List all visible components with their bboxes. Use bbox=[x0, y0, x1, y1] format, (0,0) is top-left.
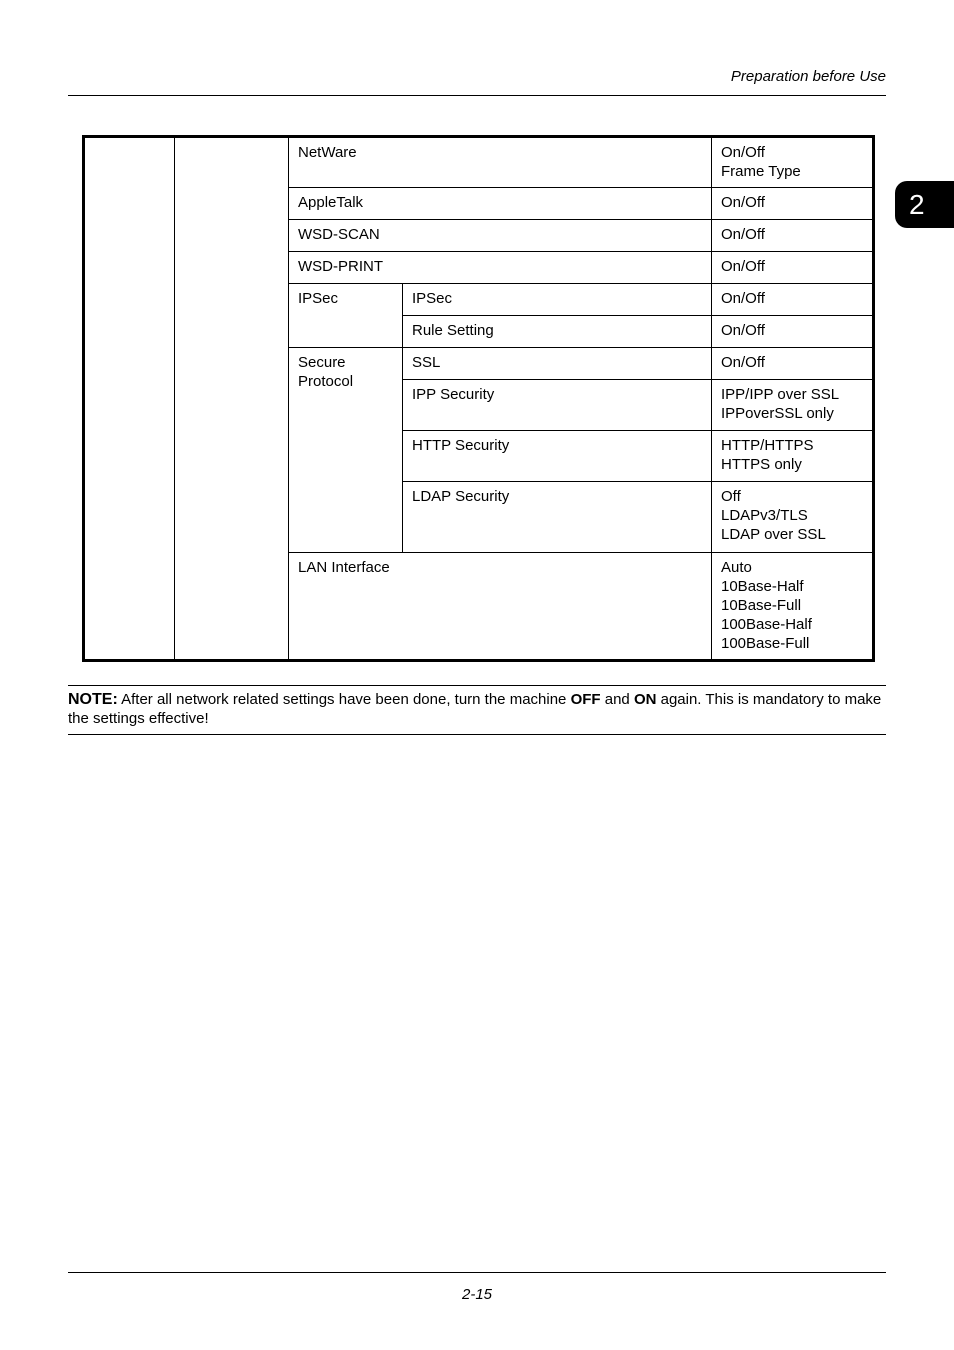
setting-label-lan-interface: LAN Interface bbox=[289, 553, 712, 661]
note-emphasis-off: OFF bbox=[570, 691, 601, 708]
setting-label-wsd-scan: WSD-SCAN bbox=[289, 220, 712, 252]
page-number: 2-15 bbox=[461, 1286, 493, 1303]
setting-values-rule-setting: On/Off bbox=[712, 316, 874, 348]
setting-values-ipp-security bbox=[712, 380, 874, 431]
note-emphasis-on: ON bbox=[633, 691, 657, 708]
setting-label-rule-setting: Rule Setting bbox=[403, 316, 712, 348]
setting-label-ipp-security: IPP Security bbox=[403, 380, 712, 431]
table-row-netware bbox=[84, 137, 874, 188]
note-label: NOTE: bbox=[68, 691, 118, 708]
value-line: HTTP/HTTPS bbox=[721, 437, 814, 454]
setting-label-wsd-print: WSD-PRINT bbox=[289, 252, 712, 284]
blank-cell-level1 bbox=[84, 137, 175, 661]
value-line: 10Base-Half bbox=[721, 578, 804, 595]
note-text: and bbox=[600, 691, 634, 708]
setting-values-ipsec: On/Off bbox=[712, 284, 874, 316]
setting-label-netware: NetWare bbox=[289, 137, 712, 188]
value-line: 100Base-Full bbox=[721, 635, 810, 652]
group-label-line: Protocol bbox=[298, 373, 354, 390]
value-line: Off bbox=[721, 488, 741, 505]
note-box bbox=[68, 685, 886, 735]
setting-label-ssl: SSL bbox=[403, 348, 712, 380]
note-text: again. This is mandatory to make the settings effective! bbox=[68, 691, 882, 727]
setting-label-appletalk: AppleTalk bbox=[289, 188, 712, 220]
setting-values-wsd-scan: On/Off bbox=[712, 220, 874, 252]
value-line: On/Off bbox=[721, 144, 765, 161]
value-line: Auto bbox=[721, 559, 752, 576]
group-label-ipsec: IPSec bbox=[289, 284, 403, 348]
setting-values-lan-interface bbox=[712, 553, 874, 661]
group-label-secure-protocol bbox=[289, 348, 403, 553]
value-line: LDAPv3/TLS bbox=[721, 507, 808, 524]
value-line: IPP/IPP over SSL bbox=[721, 386, 840, 403]
value-line: 100Base-Half bbox=[721, 616, 812, 633]
header-divider bbox=[68, 95, 886, 96]
value-line: Frame Type bbox=[721, 163, 801, 180]
setting-label-ipsec: IPSec bbox=[403, 284, 712, 316]
value-line: HTTPS only bbox=[721, 456, 802, 473]
chapter-tab: 2 bbox=[895, 181, 954, 228]
setting-values-appletalk: On/Off bbox=[712, 188, 874, 220]
setting-values-netware bbox=[712, 137, 874, 188]
setting-label-ldap-security: LDAP Security bbox=[403, 482, 712, 553]
value-line: 10Base-Full bbox=[721, 597, 802, 614]
setting-label-http-security: HTTP Security bbox=[403, 431, 712, 482]
network-settings-table bbox=[82, 135, 875, 662]
value-line: IPPoverSSL only bbox=[721, 405, 834, 422]
setting-values-ssl: On/Off bbox=[712, 348, 874, 380]
group-label-line: Secure bbox=[298, 354, 346, 371]
blank-cell-level2 bbox=[175, 137, 289, 661]
footer-divider bbox=[68, 1272, 886, 1273]
setting-values-ldap-security bbox=[712, 482, 874, 553]
setting-values-wsd-print: On/Off bbox=[712, 252, 874, 284]
setting-values-http-security bbox=[712, 431, 874, 482]
note-text: After all network related settings have been done, turn the machine bbox=[117, 691, 571, 708]
running-header: Preparation before Use bbox=[730, 68, 886, 85]
value-line: LDAP over SSL bbox=[721, 526, 826, 543]
